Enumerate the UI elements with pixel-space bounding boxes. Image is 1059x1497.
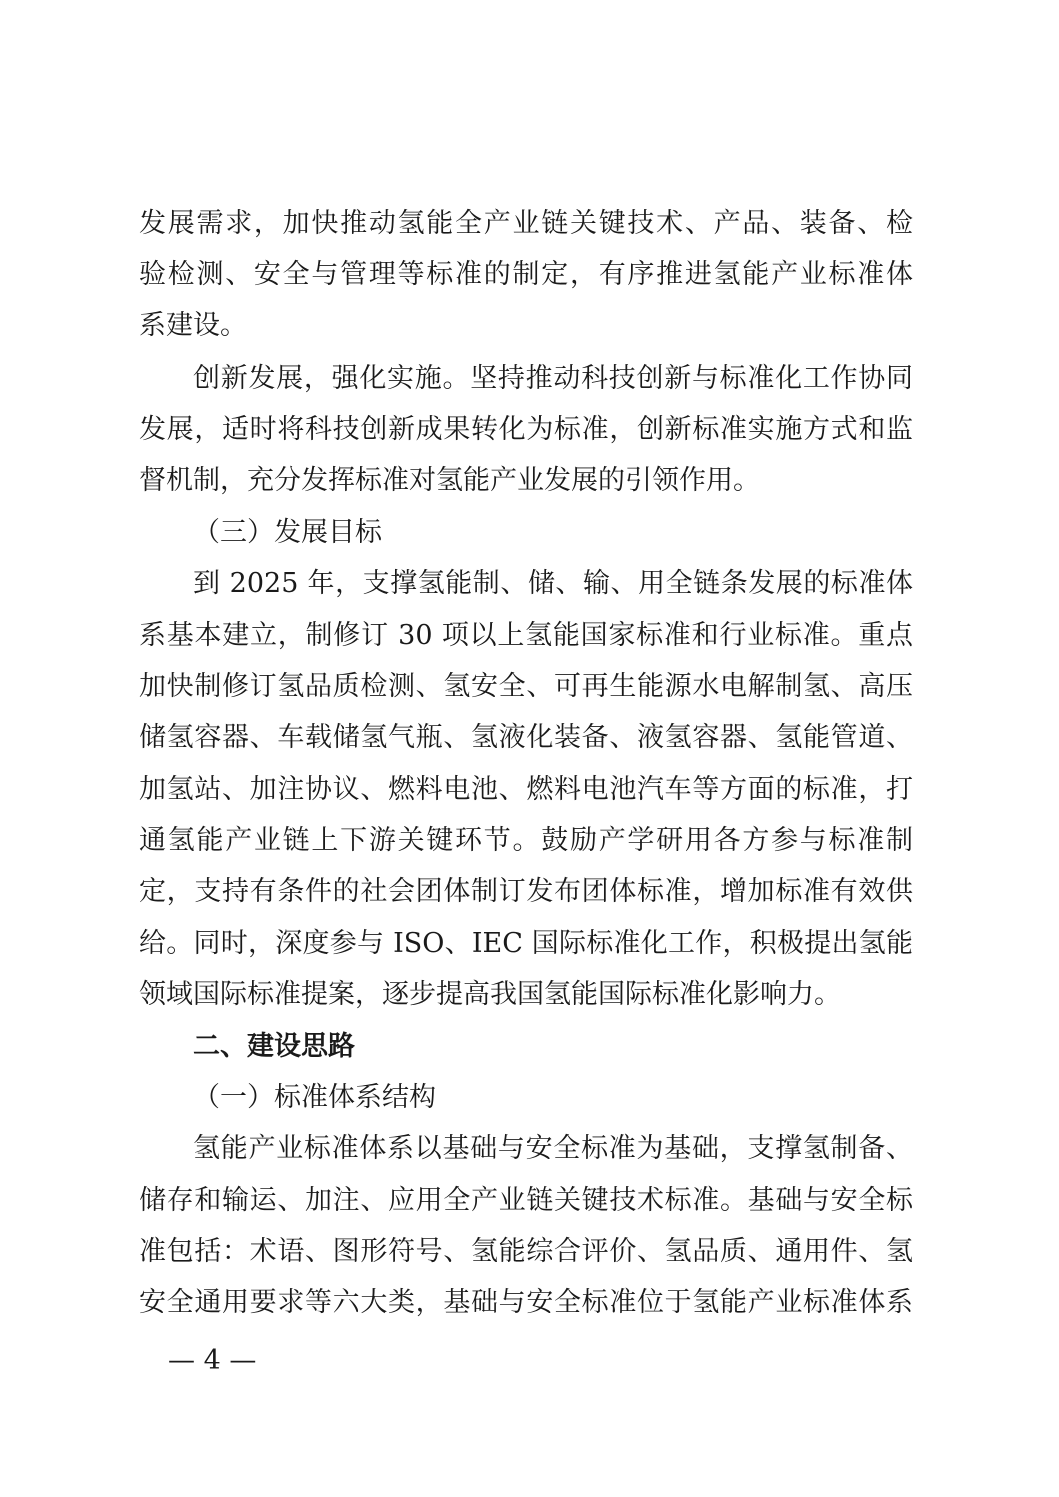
paragraph-line: 给。同时，深度参与 ISO、IEC 国际标准化工作，积极提出氢能 bbox=[139, 928, 913, 959]
paragraph-line: 储氢容器、车载储氢气瓶、氢液化装备、液氢容器、氢能管道、 bbox=[139, 722, 913, 753]
paragraph-line: 发展需求，加快推动氢能全产业链关键技术、产品、装备、检 bbox=[139, 208, 913, 239]
paragraph-line: 系基本建立，制修订 30 项以上氢能国家标准和行业标准。重点 bbox=[139, 620, 913, 651]
paragraph-line: 系建设。 bbox=[139, 310, 247, 341]
chapter-heading: 二、建设思路 bbox=[193, 1031, 355, 1062]
section-heading: （一）标准体系结构 bbox=[193, 1082, 436, 1113]
paragraph-line: 氢能产业标准体系以基础与安全标准为基础，支撑氢制备、 bbox=[193, 1133, 913, 1164]
paragraph-line: 通氢能产业链上下游关键环节。鼓励产学研用各方参与标准制 bbox=[139, 825, 913, 856]
paragraph-line: 督机制，充分发挥标准对氢能产业发展的引领作用。 bbox=[139, 465, 760, 496]
paragraph-line: 准包括：术语、图形符号、氢能综合评价、氢品质、通用件、氢 bbox=[139, 1236, 913, 1267]
paragraph-line: 领域国际标准提案，逐步提高我国氢能国际标准化影响力。 bbox=[139, 979, 841, 1010]
paragraph-line: 储存和输运、加注、应用全产业链关键技术标准。基础与安全标 bbox=[139, 1185, 913, 1216]
paragraph-line: 加快制修订氢品质检测、氢安全、可再生能源水电解制氢、高压 bbox=[139, 671, 913, 702]
paragraph-line: 发展，适时将科技创新成果转化为标准，创新标准实施方式和监 bbox=[139, 414, 913, 445]
paragraph-line: 验检测、安全与管理等标准的制定，有序推进氢能产业标准体 bbox=[139, 259, 913, 290]
paragraph-line: 加氢站、加注协议、燃料电池、燃料电池汽车等方面的标准，打 bbox=[139, 774, 913, 805]
paragraph-line: 定，支持有条件的社会团体制订发布团体标准，增加标准有效供 bbox=[139, 876, 913, 907]
section-heading: （三）发展目标 bbox=[193, 517, 382, 548]
page-number: — 4 — bbox=[168, 1345, 257, 1376]
paragraph-line: 安全通用要求等六大类，基础与安全标准位于氢能产业标准体系 bbox=[139, 1287, 913, 1318]
paragraph-line: 到 2025 年，支撑氢能制、储、输、用全链条发展的标准体 bbox=[193, 568, 913, 599]
paragraph-line: 创新发展，强化实施。坚持推动科技创新与标准化工作协同 bbox=[193, 363, 913, 394]
